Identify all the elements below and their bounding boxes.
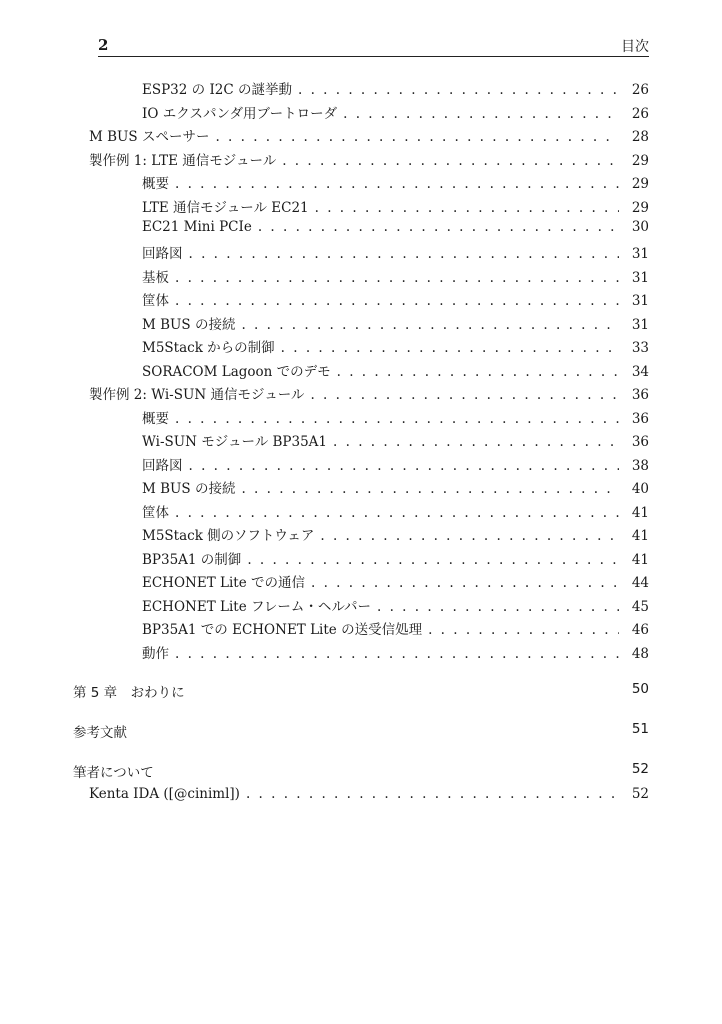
toc-entry-label: M BUS スペーサー (89, 125, 215, 145)
toc-entry[interactable] (142, 313, 649, 333)
toc-entry[interactable] (89, 786, 649, 802)
toc-entry[interactable] (142, 78, 649, 98)
dot-leader (337, 364, 619, 380)
toc-entry-page: 31 (619, 317, 649, 333)
toc-entry[interactable] (142, 360, 649, 380)
toc-chapter[interactable] (73, 761, 649, 781)
toc-entry[interactable] (142, 524, 649, 544)
toc-entry-label: 回路図 (142, 242, 189, 262)
dot-leader (175, 646, 619, 662)
toc-chapter-label: 参考文献 (73, 725, 127, 741)
toc-entry-label: 概要 (142, 172, 175, 192)
toc-chapter-label: 筆者について (73, 765, 154, 781)
dot-leader (311, 575, 619, 591)
toc-entry-label: BP35A1 の制御 (142, 548, 247, 568)
chapter-title: 目次 (621, 39, 649, 55)
toc-entry-label: ESP32 の I2C の謎挙動 (142, 78, 298, 98)
toc-entry-page: 26 (619, 82, 649, 98)
toc-entry-page: 36 (619, 387, 649, 403)
dot-leader (320, 528, 619, 544)
toc-entry-label: EC21 Mini PCIe (142, 219, 258, 235)
dot-leader (175, 293, 619, 309)
dot-leader (189, 458, 620, 474)
toc-entry-page: 34 (619, 364, 649, 380)
toc-chapter-page: 51 (631, 721, 649, 737)
dot-leader (428, 622, 619, 638)
toc-entry-page: 26 (619, 106, 649, 122)
toc-entry-page: 40 (619, 481, 649, 497)
dot-leader (215, 129, 619, 145)
toc-entry[interactable] (142, 266, 649, 286)
toc-chapter-page: 50 (631, 681, 649, 697)
toc-entry-page: 31 (619, 293, 649, 309)
toc-chapter[interactable] (73, 681, 649, 701)
toc-entry-label: LTE 通信モジュール EC21 (142, 196, 315, 216)
toc-entry-label: 概要 (142, 407, 175, 427)
toc-entry-label: BP35A1 での ECHONET Lite の送受信処理 (142, 618, 428, 638)
toc-entry-label: ECHONET Lite フレーム・ヘルパー (142, 595, 377, 615)
toc-entry[interactable] (142, 501, 649, 521)
toc-entry-page: 46 (619, 622, 649, 638)
dot-leader (298, 82, 619, 98)
toc-entry-label: 筐体 (142, 289, 175, 309)
toc-entry-label: M5Stack からの制御 (142, 336, 281, 356)
toc-entry-label: 筐体 (142, 501, 175, 521)
toc-entry-page: 45 (619, 599, 649, 615)
toc-entry-page: 29 (619, 153, 649, 169)
toc-entry-page: 29 (619, 200, 649, 216)
toc-entry-page: 36 (619, 411, 649, 427)
toc-entry-label: M BUS の接続 (142, 313, 241, 333)
toc-chapter-label: 第 5 章 おわりに (73, 685, 185, 701)
dot-leader (189, 246, 620, 262)
toc-entry-page: 48 (619, 646, 649, 662)
page-header (98, 36, 649, 57)
toc-entry-page: 36 (619, 434, 649, 450)
toc-entry-label: 製作例 2: Wi-SUN 通信モジュール (89, 383, 310, 403)
toc-entry-page: 31 (619, 246, 649, 262)
toc-entry-page: 41 (619, 528, 649, 544)
dot-leader (247, 552, 619, 568)
toc-entry-label: M5Stack 側のソフトウェア (142, 524, 320, 544)
toc-entry-label: 動作 (142, 642, 175, 662)
toc-entry-page: 33 (619, 340, 649, 356)
toc-entry[interactable] (142, 618, 649, 638)
dot-leader (175, 505, 619, 521)
toc-entry[interactable] (142, 172, 649, 192)
toc-entry[interactable] (89, 149, 649, 169)
toc-entry-label: 回路図 (142, 454, 189, 474)
toc-entry-page: 30 (619, 219, 649, 235)
toc-entry-page: 44 (619, 575, 649, 591)
toc-entry-label: M BUS の接続 (142, 477, 241, 497)
toc-entry-page: 29 (619, 176, 649, 192)
dot-leader (377, 599, 619, 615)
toc-entry[interactable] (142, 242, 649, 262)
dot-leader (175, 176, 619, 192)
dot-leader (343, 106, 619, 122)
dot-leader (241, 481, 619, 497)
page-number: 2 (98, 36, 109, 54)
toc-entry-label: 基板 (142, 266, 175, 286)
toc-entry[interactable] (142, 407, 649, 427)
dot-leader (310, 387, 619, 403)
toc-entry-page: 28 (619, 129, 649, 145)
toc-entry-page: 38 (619, 458, 649, 474)
toc-entry-label: Kenta IDA ([@ciniml]) (89, 786, 246, 802)
toc-entry-page: 41 (619, 552, 649, 568)
dot-leader (175, 270, 619, 286)
toc-entry-page: 52 (619, 786, 649, 802)
toc-entry[interactable] (142, 430, 649, 450)
dot-leader (281, 340, 619, 356)
toc-entry-label: 製作例 1: LTE 通信モジュール (89, 149, 282, 169)
dot-leader (258, 219, 619, 235)
toc-chapter[interactable] (73, 721, 649, 741)
toc-entry[interactable] (142, 454, 649, 474)
toc-entry[interactable] (142, 477, 649, 497)
toc-entry[interactable] (89, 125, 649, 145)
toc-entry[interactable] (89, 383, 649, 403)
dot-leader (282, 153, 619, 169)
dot-leader (175, 411, 619, 427)
toc-entry[interactable] (142, 219, 649, 235)
toc-entry[interactable] (142, 642, 649, 662)
toc-entry[interactable] (142, 571, 649, 591)
dot-leader (241, 317, 619, 333)
toc-entry-label: SORACOM Lagoon でのデモ (142, 360, 337, 380)
dot-leader (333, 434, 619, 450)
toc-entry[interactable] (142, 548, 649, 568)
toc-entry[interactable] (142, 595, 649, 615)
toc-chapter-page: 52 (631, 761, 649, 777)
toc-entry[interactable] (142, 289, 649, 309)
dot-leader (246, 786, 619, 802)
toc-entry-label: Wi-SUN モジュール BP35A1 (142, 430, 333, 450)
toc-entry-label: ECHONET Lite での通信 (142, 571, 311, 591)
toc-entry-page: 41 (619, 505, 649, 521)
dot-leader (315, 200, 619, 216)
toc-entry-page: 31 (619, 270, 649, 286)
toc-entry-label: IO エクスパンダ用ブートローダ (142, 102, 343, 122)
toc-entry[interactable] (142, 102, 649, 122)
toc-entry[interactable] (142, 196, 649, 216)
toc-entry[interactable] (142, 336, 649, 356)
